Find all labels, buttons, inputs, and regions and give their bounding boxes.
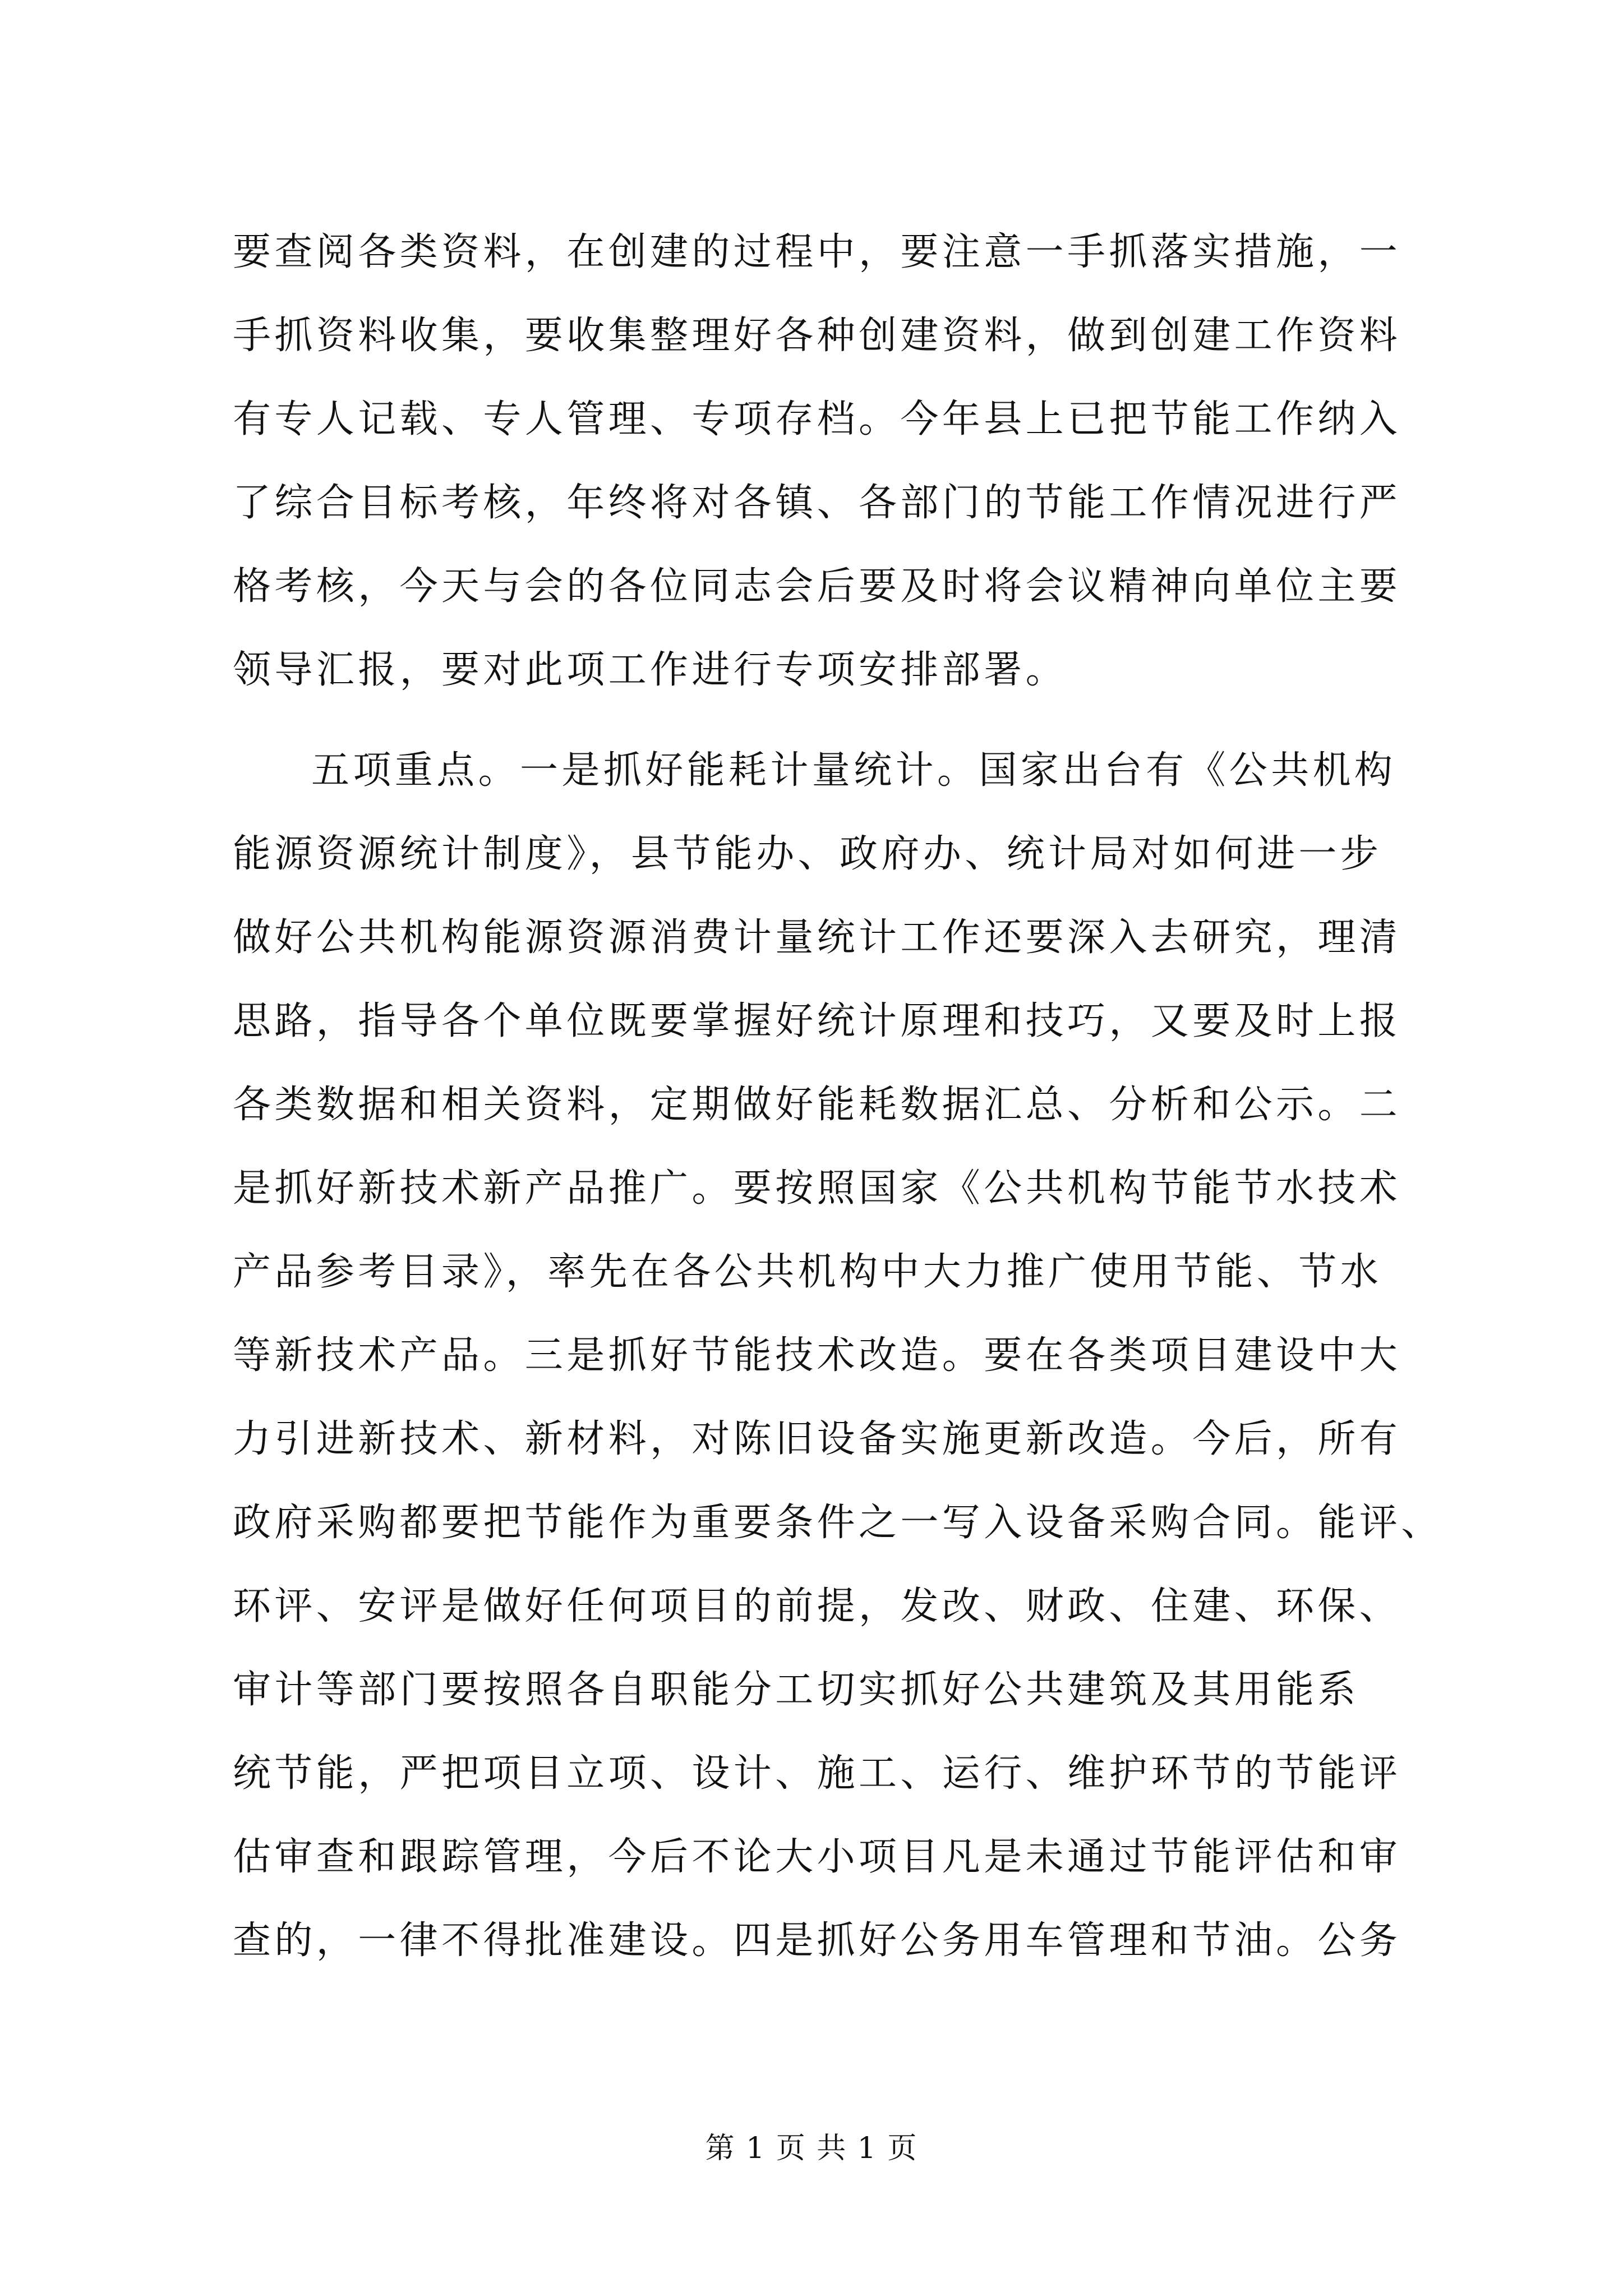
text-line: 政府采购都要把节能作为重要条件之一写入设备采购合同。能评、 bbox=[233, 1501, 1443, 1545]
text-line: 估审查和跟踪管理，今后不论大小项目凡是未通过节能评估和审 bbox=[233, 1835, 1401, 1879]
text-line: 统节能，严把项目立项、设计、施工、运行、维护环节的节能评 bbox=[233, 1751, 1401, 1796]
text-line: 手抓资料收集，要收集整理好各种创建资料，做到创建工作资料 bbox=[233, 314, 1401, 358]
text-line: 要查阅各类资料，在创建的过程中，要注意一手抓落实措施，一 bbox=[233, 230, 1401, 274]
text-line: 各类数据和相关资料，定期做好能耗数据汇总、分析和公示。二 bbox=[233, 1083, 1401, 1127]
text-line: 环评、安评是做好任何项目的前提，发改、财政、住建、环保、 bbox=[233, 1584, 1401, 1628]
text-line: 力引进新技术、新材料，对陈旧设备实施更新改造。今后，所有 bbox=[233, 1417, 1401, 1461]
text-line: 查的，一律不得批准建设。四是抓好公务用车管理和节油。公务 bbox=[233, 1918, 1401, 1963]
text-line: 审计等部门要按照各自职能分工切实抓好公共建筑及其用能系 bbox=[233, 1668, 1359, 1712]
text-line: 了综合目标考核，年终将对各镇、各部门的节能工作情况进行严 bbox=[233, 481, 1401, 525]
text-line: 是抓好新技术新产品推广。要按照国家《公共机构节能节水技术 bbox=[233, 1166, 1401, 1211]
text-line: 领导汇报，要对此项工作进行专项安排部署。 bbox=[233, 648, 1068, 692]
text-line: 五项重点。一是抓好能耗计量统计。国家出台有《公共机构 bbox=[311, 748, 1396, 793]
text-line: 做好公共机构能源资源消费计量统计工作还要深入去研究，理清 bbox=[233, 915, 1401, 960]
text-line: 有专人记载、专人管理、专项存档。今年县上已把节能工作纳入 bbox=[233, 397, 1401, 441]
text-line: 能源资源统计制度》，县节能办、政府办、统计局对如何进一步 bbox=[233, 832, 1382, 876]
text-line: 等新技术产品。三是抓好节能技术改造。要在各类项目建设中大 bbox=[233, 1333, 1401, 1378]
page-footer: 第 1 页 共 1 页 bbox=[705, 2132, 918, 2165]
text-line: 思路，指导各个单位既要掌握好统计原理和技巧，又要及时上报 bbox=[233, 999, 1401, 1043]
text-line: 格考核，今天与会的各位同志会后要及时将会议精神向单位主要 bbox=[233, 564, 1401, 609]
text-line: 产品参考目录》，率先在各公共机构中大力推广使用节能、节水 bbox=[233, 1250, 1382, 1294]
